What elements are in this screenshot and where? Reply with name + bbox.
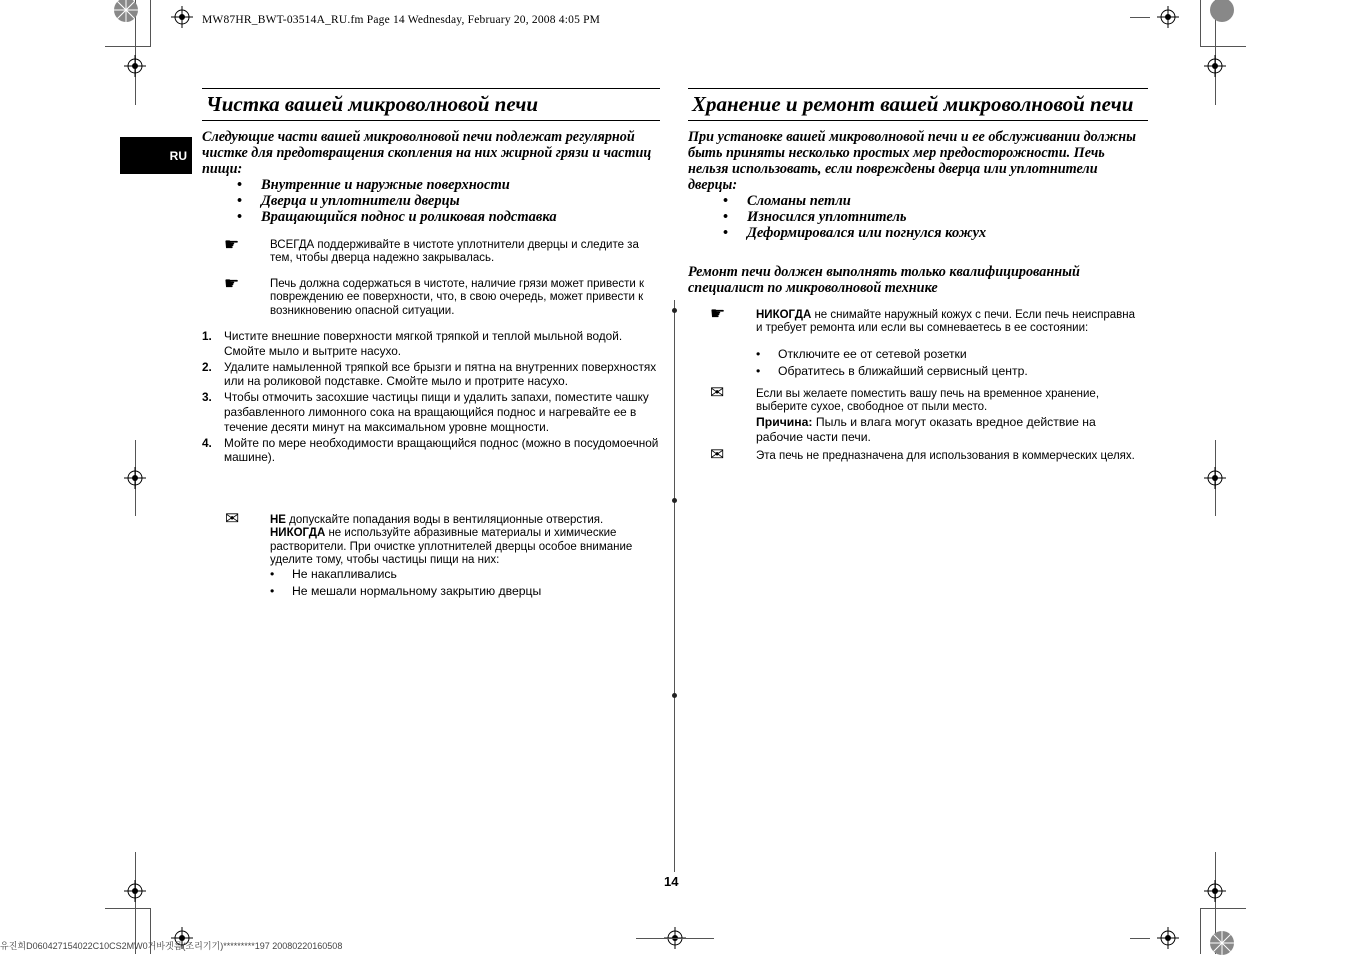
- list-item: • Дверца и уплотнители дверцы: [237, 193, 657, 209]
- crosshair-mark-icon: [124, 880, 146, 902]
- binding-dot: [672, 693, 677, 698]
- section-title-rule-top: [202, 88, 660, 89]
- page-number: 14: [664, 874, 679, 889]
- note-bullet-list: [756, 346, 1141, 379]
- note-text: [756, 388, 1141, 445]
- step-text: Удалите намыленной тряпкой все брызги и пятна на внутренних поверхностях или на роликовой подставке. Смойте мыло и протрите насухо.: [224, 359, 657, 389]
- starburst-mark-icon: [113, 0, 139, 23]
- list-item: [202, 360, 660, 390]
- envelope-icon: ✉: [710, 383, 725, 402]
- list-item: [202, 390, 660, 434]
- list-item: [202, 329, 660, 359]
- emphasis: НЕ: [270, 514, 286, 526]
- crop-mark: [105, 46, 151, 47]
- cleaning-steps-list: [202, 329, 660, 465]
- warning-sentence: не используйте абразивные материалы и химические растворители. При очистке уплотнителей дверцы особое внимание уделите тому, чтобы частицы пищи на них:: [270, 527, 633, 566]
- list-item: • Сломаны петли: [723, 193, 1143, 209]
- print-footer: 유진희D060427154022C10CS2MW0거바겟름(조리기기)*********197 20080220160508: [0, 941, 343, 951]
- fold-line: [674, 300, 675, 872]
- note-sentence: Если вы желаете поместить вашу печь на временное хранение, выберите сухое, свободное от пыли место.: [756, 388, 1100, 414]
- envelope-icon: ✉: [225, 509, 240, 528]
- crop-mark: [1200, 0, 1201, 46]
- step-number: 2.: [202, 359, 212, 374]
- list-item: • Износился уплотнитель: [723, 209, 1143, 225]
- note-sentence: Пыль и влага могут оказать вредное действие на рабочие части печи.: [756, 414, 1096, 444]
- crosshair-mark-icon: [1204, 467, 1226, 489]
- warning-sentence: допускайте попадания воды в вентиляционные отверстия.: [285, 514, 604, 526]
- crosshair-mark-icon: [1157, 927, 1179, 949]
- emphasis: НИКОГДА: [270, 527, 326, 540]
- step-number: 4.: [202, 435, 212, 450]
- note-sentence: не снимайте наружный кожух с печи. Если печь неисправна и требует ремонта или если вы сомневаетесь в ее состоянии:: [756, 309, 1135, 335]
- crosshair-mark-icon: [1204, 55, 1226, 77]
- crop-mark: [1200, 908, 1246, 909]
- crosshair-mark-icon: [1204, 880, 1226, 902]
- language-tab: RU: [120, 137, 192, 174]
- left-bullet-list: [237, 177, 657, 225]
- step-text: Чистите внешние поверхности мягкой тряпкой и теплой мыльной водой. Смойте мыло и вытрите насухо.: [224, 329, 623, 358]
- list-item: • Отключите ее от сетевой розетки: [756, 346, 1141, 363]
- crop-mark: [1130, 17, 1150, 18]
- note-text: [756, 309, 1141, 336]
- step-text: Мойте по мере необходимости вращающийся поднос (можно в посудомоечной машине).: [224, 435, 659, 465]
- list-item: • Обратитесь в ближайший сервисный центр.: [756, 363, 1141, 380]
- repair-notice: Ремонт печи должен выполнять только квалифицированный специалист по микроволновой технике: [688, 264, 1080, 296]
- step-number: 1.: [202, 329, 212, 343]
- crosshair-mark-icon: [171, 6, 193, 28]
- crosshair-mark-icon: [124, 55, 146, 77]
- crop-mark: [105, 908, 151, 909]
- crop-mark: [636, 938, 714, 939]
- right-section-title: Хранение и ремонт вашей микроволновой печи: [692, 92, 1134, 116]
- starburst-mark-icon: [1209, 930, 1235, 956]
- right-bullet-list: [723, 193, 1143, 241]
- warning-bullet-list: [270, 566, 660, 599]
- left-section-title: Чистка вашей микроволновой печи: [206, 92, 539, 116]
- warning-text: [270, 514, 660, 567]
- crop-mark: [150, 0, 151, 46]
- list-item: [202, 436, 660, 466]
- crosshair-mark-icon: [124, 467, 146, 489]
- right-intro: При установке вашей микроволновой печи и ее обслуживании должны быть приняты несколько простых мер предосторожности. Печь нельзя использовать, если повреждены дверца или уплотнители дверцы:: [688, 129, 1136, 193]
- list-item: • Вращающийся поднос и роликовая подставка: [237, 209, 657, 225]
- crop-mark: [1200, 46, 1246, 47]
- list-item: • Не мешали нормальному закрытию дверцы: [270, 583, 660, 600]
- crop-mark: [1130, 938, 1150, 939]
- note-text: ВСЕГДА поддерживайте в чистоте уплотнители дверцы и следите за тем, чтобы дверца надежно закрывалась.: [270, 239, 639, 265]
- pointing-hand-icon: ☛: [224, 235, 240, 254]
- file-info-header: MW87HR_BWT-03514A_RU.fm Page 14 Wednesday, February 20, 2008 4:05 PM: [202, 14, 601, 26]
- left-intro: Следующие части вашей микроволновой печи подлежат регулярной чистке для предотвращения скопления на них жирной грязи и частиц пищи:: [202, 129, 652, 177]
- binding-dot: [672, 498, 677, 503]
- list-item: • Внутренние и наружные поверхности: [237, 177, 657, 193]
- section-title-rule-bottom: [688, 120, 1148, 121]
- step-number: 3.: [202, 390, 212, 405]
- pointing-hand-icon: ☛: [224, 274, 240, 293]
- crop-mark: [1200, 908, 1201, 954]
- binding-dot: [672, 308, 677, 313]
- starburst-mark-icon: [1209, 0, 1235, 23]
- section-title-rule-bottom: [202, 120, 660, 121]
- step-text: Чтобы отмочить засохшие частицы пищи и удалить запахи, поместите чашку разбавленного лимонного сока на вращающийся поднос и нагревайте ее в течение десяти минут на максимальном уровне мощности.: [224, 390, 649, 434]
- emphasis: НИКОГДА: [756, 309, 812, 321]
- envelope-icon: ✉: [710, 445, 725, 464]
- emphasis: Причина:: [756, 414, 813, 429]
- list-item: • Деформировался или погнулся кожух: [723, 225, 1143, 241]
- note-text: Эта печь не предназначена для использования в коммерческих целях.: [756, 450, 1135, 462]
- note-text: Печь должна содержаться в чистоте, наличие грязи может привести к повреждению ее поверхности, что, в свою очередь, может привести к возникновению опасной ситуации.: [270, 278, 645, 317]
- section-title-rule-top: [688, 88, 1148, 89]
- crosshair-mark-icon: [1157, 6, 1179, 28]
- list-item: • Не накапливались: [270, 566, 660, 583]
- pointing-hand-icon: ☛: [710, 304, 726, 323]
